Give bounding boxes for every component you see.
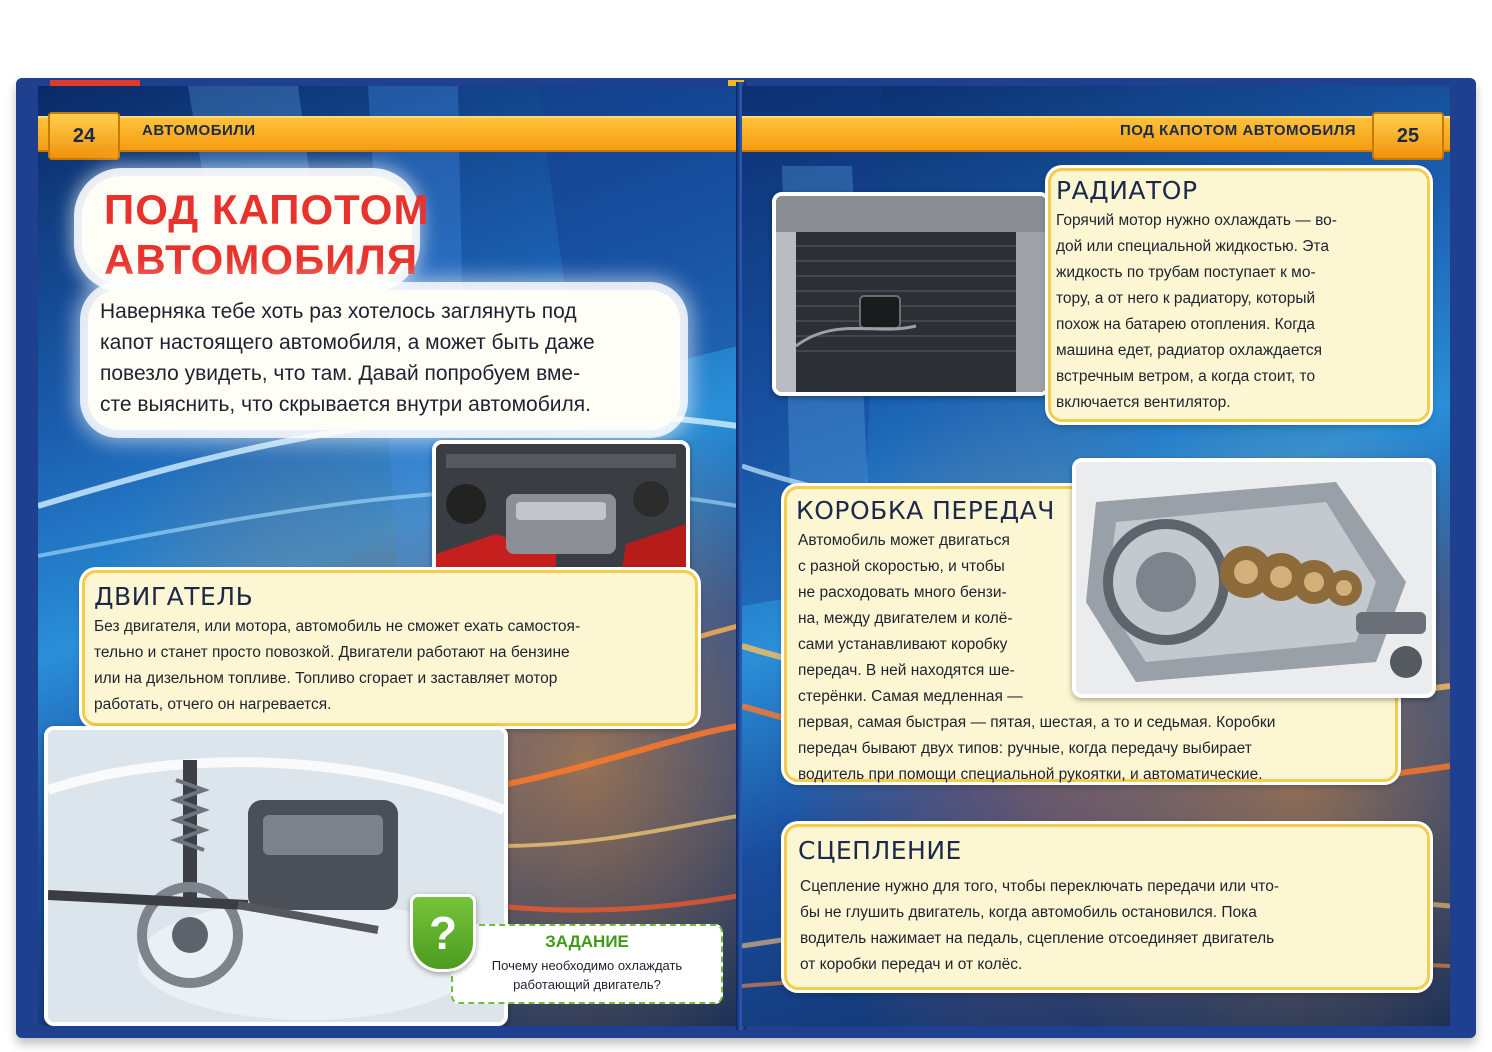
radiator-text-line: дой или специальной жидкостью. Эта — [1056, 238, 1329, 255]
engine-text-line: или на дизельном топливе. Топливо сгорает и заставляет мотор — [94, 670, 558, 687]
task-text-line: работающий двигатель? — [513, 977, 661, 992]
clutch-text-line: водитель нажимает на педаль, сцепление отсоединяет двигатель — [800, 930, 1275, 947]
intro-line: повезло увидеть, что там. Давай попробуем вме- — [100, 362, 581, 385]
radiator-heading: РАДИАТОР — [1056, 176, 1198, 205]
intro-line: капот настоящего автомобиля, а может быть даже — [100, 331, 595, 354]
gearbox-text-line: водитель при помощи специальной рукоятки, и автоматические. — [798, 766, 1263, 783]
engine-text — [94, 614, 580, 718]
engine-text-line: работать, отчего он нагревается. — [94, 696, 332, 713]
radiator-photo — [772, 192, 1050, 396]
section-label: АВТОМОБИЛИ — [142, 122, 256, 139]
clutch-text-line: бы не глушить двигатель, когда автомобиль остановился. Пока — [800, 904, 1257, 921]
page-number-right: 25 — [1372, 112, 1444, 160]
left-page — [38, 86, 738, 1026]
task-text-line: Почему необходимо охлаждать — [491, 958, 683, 973]
gearbox-text-line: стерёнки. Самая медленная — — [798, 688, 1023, 705]
right-page — [742, 86, 1450, 1026]
gearbox-text-line: передач бывают двух типов: ручные, когда передачу выбирает — [798, 740, 1252, 757]
intro-text — [100, 296, 690, 420]
gearbox-text-line: с разной скоростью, и чтобы — [798, 558, 1005, 575]
gearbox-text-short — [798, 528, 1023, 710]
suspension-xray-photo — [44, 726, 508, 1026]
gearbox-text-long — [798, 710, 1275, 788]
radiator-text-line: тору, а от него к радиатору, который — [1056, 290, 1316, 307]
page-number: 24 — [48, 112, 120, 160]
radiator-text-line: Горячий мотор нужно охлаждать — во- — [1056, 212, 1337, 229]
intro-line: Наверняка тебе хоть раз хотелось заглянуть под — [100, 300, 577, 323]
engine-text-line: тельно и станет просто повозкой. Двигатели работают на бензине — [94, 644, 570, 661]
gearbox-text-line: первая, самая быстрая — пятая, шестая, а то и седьмая. Коробки — [798, 714, 1276, 731]
task-text — [453, 956, 721, 994]
engine-text-line: Без двигателя, или мотора, автомобиль не сможет ехать самостоя- — [94, 618, 581, 635]
page-title-line-1: ПОД КАПОТОМ — [104, 186, 430, 233]
intro-line: сте выяснить, что скрывается внутри автомобиля. — [100, 393, 591, 416]
radiator-text-line: встречным ветром, а когда стоит, то — [1056, 368, 1316, 385]
clutch-heading: СЦЕПЛЕНИЕ — [798, 836, 962, 865]
clutch-text-line: от коробки передач и от колёс. — [800, 956, 1023, 973]
gearbox-text-line: сами устанавливают коробку — [798, 636, 1008, 653]
radiator-text-line: похож на батарею отопления. Когда — [1056, 316, 1315, 333]
task-card — [451, 924, 723, 1004]
radiator-text — [1056, 208, 1337, 416]
page-title-line-2: АВТОМОБИЛЯ — [104, 236, 419, 283]
gearbox-text-line: не расходовать много бензи- — [798, 584, 1007, 601]
radiator-text-line: включается вентилятор. — [1056, 394, 1231, 411]
question-mark-icon: ? — [410, 894, 476, 972]
task-title: ЗАДАНИЕ — [545, 932, 629, 951]
clutch-text-line: Сцепление нужно для того, чтобы переключать передачи или что- — [800, 878, 1279, 895]
radiator-text-line: жидкость по трубам поступает к мо- — [1056, 264, 1316, 281]
engine-heading: ДВИГАТЕЛЬ — [94, 582, 254, 611]
gearbox-text-line: передач. В ней находятся ше- — [798, 662, 1015, 679]
gearbox-photo — [1072, 458, 1436, 698]
gearbox-text-line: на, между двигателем и колё- — [798, 610, 1013, 627]
radiator-text-line: машина едет, радиатор охлаждается — [1056, 342, 1323, 359]
section-label-right: ПОД КАПОТОМ АВТОМОБИЛЯ — [1120, 122, 1357, 139]
gearbox-heading: КОРОБКА ПЕРЕДАЧ — [796, 496, 1055, 525]
clutch-text — [800, 874, 1279, 978]
gearbox-text-line: Автомобиль может двигаться — [798, 532, 1010, 549]
